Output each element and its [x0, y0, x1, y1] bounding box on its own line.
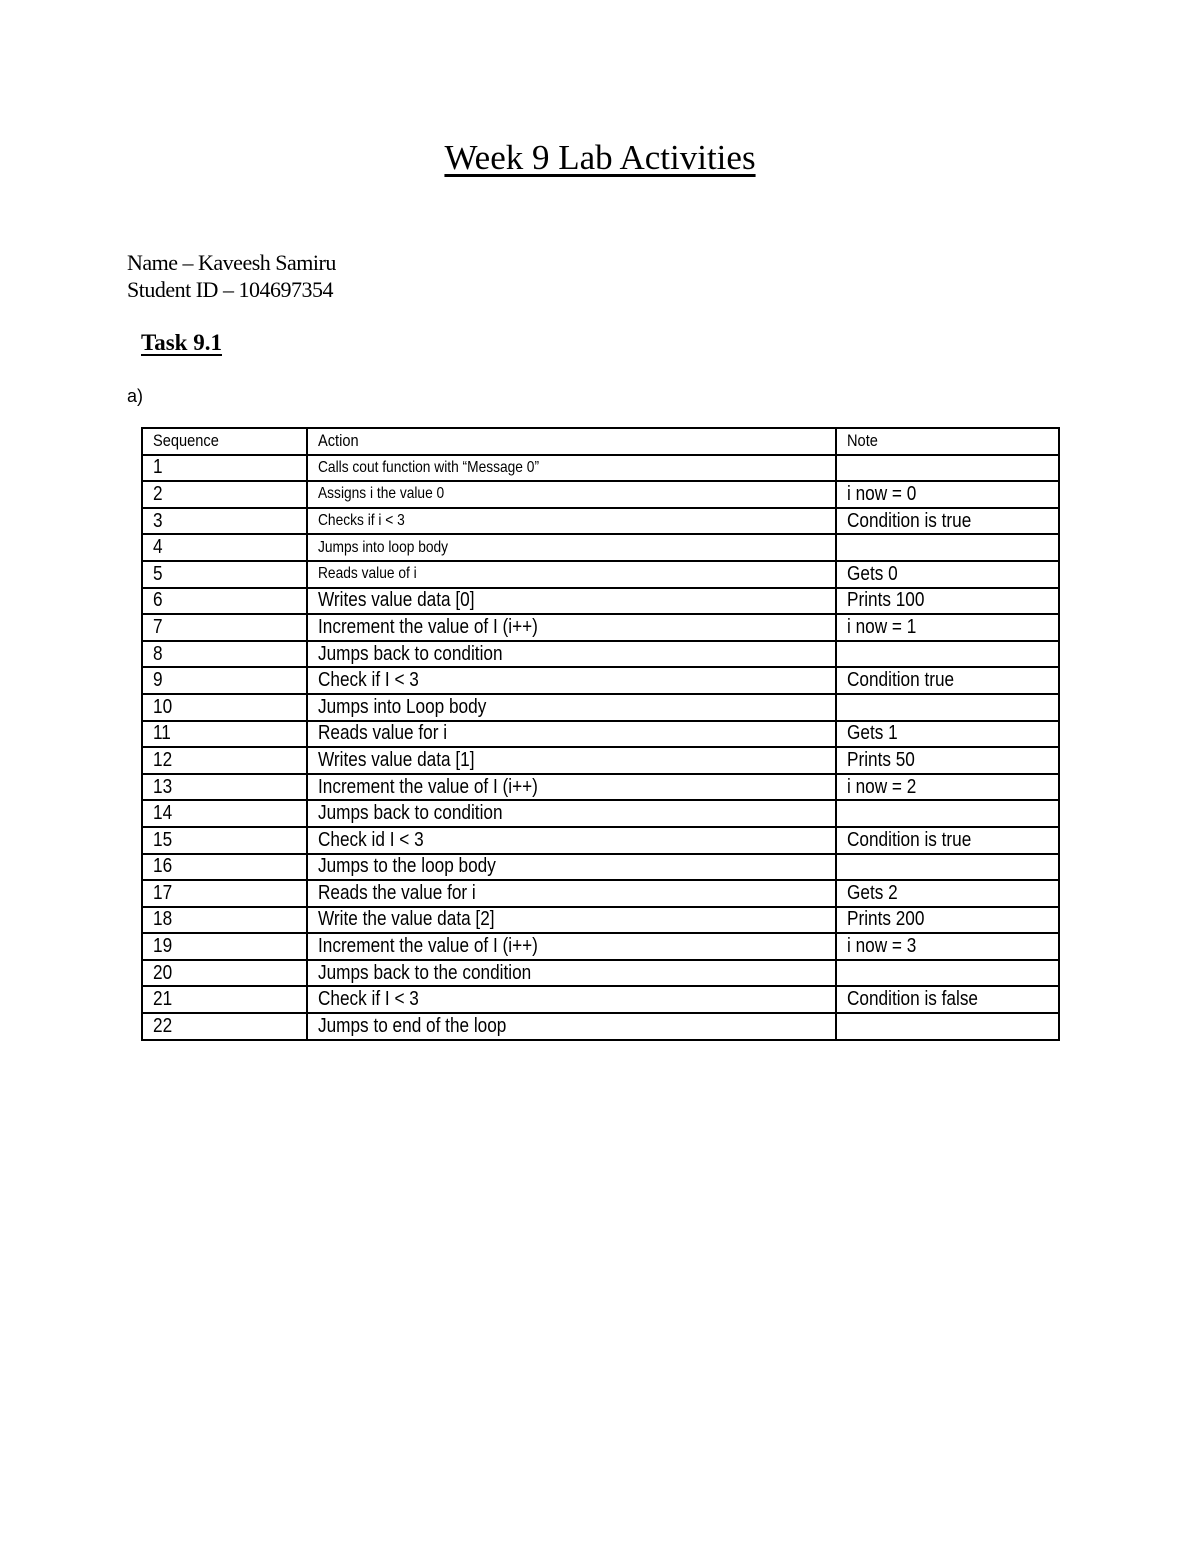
table-row — [142, 747, 1059, 774]
sequence-cell: 17 — [142, 880, 307, 907]
table-row — [142, 933, 1059, 960]
sequence-cell: 9 — [142, 667, 307, 694]
table-row — [142, 508, 1059, 535]
sequence-cell: 16 — [142, 854, 307, 881]
subpart-label: a) — [127, 386, 144, 406]
table-row — [142, 960, 1059, 987]
sequence-cell: 15 — [142, 827, 307, 854]
table-row — [142, 721, 1059, 748]
sequence-cell: 14 — [142, 800, 307, 827]
action-cell: Reads the value for i — [307, 880, 836, 907]
sequence-cell: 12 — [142, 747, 307, 774]
table-header-row — [142, 428, 1059, 455]
task-heading: Task 9.1 — [141, 330, 222, 355]
sequence-cell: 19 — [142, 933, 307, 960]
document-title: Week 9 Lab Activities — [444, 138, 756, 177]
sequence-cell: 2 — [142, 481, 307, 508]
action-cell: Jumps into Loop body — [307, 694, 836, 721]
action-cell: Writes value data [0] — [307, 588, 836, 615]
table-row — [142, 880, 1059, 907]
action-cell: Jumps to the loop body — [307, 854, 836, 881]
note-cell — [836, 694, 1059, 721]
table-row — [142, 481, 1059, 508]
table-row — [142, 827, 1059, 854]
sequence-cell: 18 — [142, 907, 307, 934]
note-cell: Condition is false — [836, 986, 1059, 1013]
note-cell — [836, 534, 1059, 561]
sequence-cell: 20 — [142, 960, 307, 987]
sequence-cell: 6 — [142, 588, 307, 615]
note-cell — [836, 800, 1059, 827]
table-row — [142, 1013, 1059, 1040]
note-cell: Condition is true — [836, 508, 1059, 535]
header-note: Note — [836, 428, 1059, 455]
action-cell: Write the value data [2] — [307, 907, 836, 934]
action-cell: Jumps back to the condition — [307, 960, 836, 987]
table-row — [142, 694, 1059, 721]
note-cell: i now = 3 — [836, 933, 1059, 960]
action-cell: Reads value of i — [307, 561, 836, 588]
sequence-cell: 22 — [142, 1013, 307, 1040]
action-cell: Jumps into loop body — [307, 534, 836, 561]
note-cell: Condition true — [836, 667, 1059, 694]
action-cell: Jumps back to condition — [307, 800, 836, 827]
action-cell: Jumps back to condition — [307, 641, 836, 668]
action-cell: Check if I < 3 — [307, 986, 836, 1013]
action-cell: Jumps to end of the loop — [307, 1013, 836, 1040]
sequence-cell: 13 — [142, 774, 307, 801]
table-row — [142, 854, 1059, 881]
action-cell: Writes value data [1] — [307, 747, 836, 774]
note-cell: Gets 1 — [836, 721, 1059, 748]
note-cell: i now = 0 — [836, 481, 1059, 508]
note-cell: Prints 200 — [836, 907, 1059, 934]
table-row — [142, 588, 1059, 615]
sequence-cell: 11 — [142, 721, 307, 748]
note-cell: Condition is true — [836, 827, 1059, 854]
action-cell: Check id I < 3 — [307, 827, 836, 854]
note-cell — [836, 455, 1059, 482]
action-cell: Checks if i < 3 — [307, 508, 836, 535]
table-row — [142, 907, 1059, 934]
student-name: Name – Kaveesh Samiru — [127, 250, 336, 275]
table-row — [142, 667, 1059, 694]
action-cell: Reads value for i — [307, 721, 836, 748]
sequence-cell: 21 — [142, 986, 307, 1013]
action-cell: Check if I < 3 — [307, 667, 836, 694]
action-cell: Increment the value of I (i++) — [307, 774, 836, 801]
table-row — [142, 561, 1059, 588]
sequence-cell: 4 — [142, 534, 307, 561]
note-cell: i now = 2 — [836, 774, 1059, 801]
note-cell — [836, 854, 1059, 881]
table-row — [142, 986, 1059, 1013]
action-cell: Calls cout function with “Message 0” — [307, 455, 836, 482]
header-sequence: Sequence — [142, 428, 307, 455]
note-cell — [836, 1013, 1059, 1040]
sequence-cell: 7 — [142, 614, 307, 641]
note-cell — [836, 641, 1059, 668]
table-row — [142, 614, 1059, 641]
table-row — [142, 455, 1059, 482]
note-cell — [836, 960, 1059, 987]
table-row — [142, 534, 1059, 561]
sequence-cell: 8 — [142, 641, 307, 668]
action-cell: Increment the value of I (i++) — [307, 933, 836, 960]
student-id: Student ID – 104697354 — [127, 277, 333, 302]
note-cell: Gets 0 — [836, 561, 1059, 588]
action-cell: Assigns i the value 0 — [307, 481, 836, 508]
sequence-cell: 1 — [142, 455, 307, 482]
note-cell: i now = 1 — [836, 614, 1059, 641]
action-cell: Increment the value of I (i++) — [307, 614, 836, 641]
note-cell: Prints 50 — [836, 747, 1059, 774]
sequence-table — [141, 427, 1060, 1041]
table-row — [142, 774, 1059, 801]
note-cell: Gets 2 — [836, 880, 1059, 907]
sequence-cell: 10 — [142, 694, 307, 721]
header-action: Action — [307, 428, 836, 455]
sequence-cell: 3 — [142, 508, 307, 535]
table-row — [142, 800, 1059, 827]
sequence-cell: 5 — [142, 561, 307, 588]
note-cell: Prints 100 — [836, 588, 1059, 615]
table-row — [142, 641, 1059, 668]
